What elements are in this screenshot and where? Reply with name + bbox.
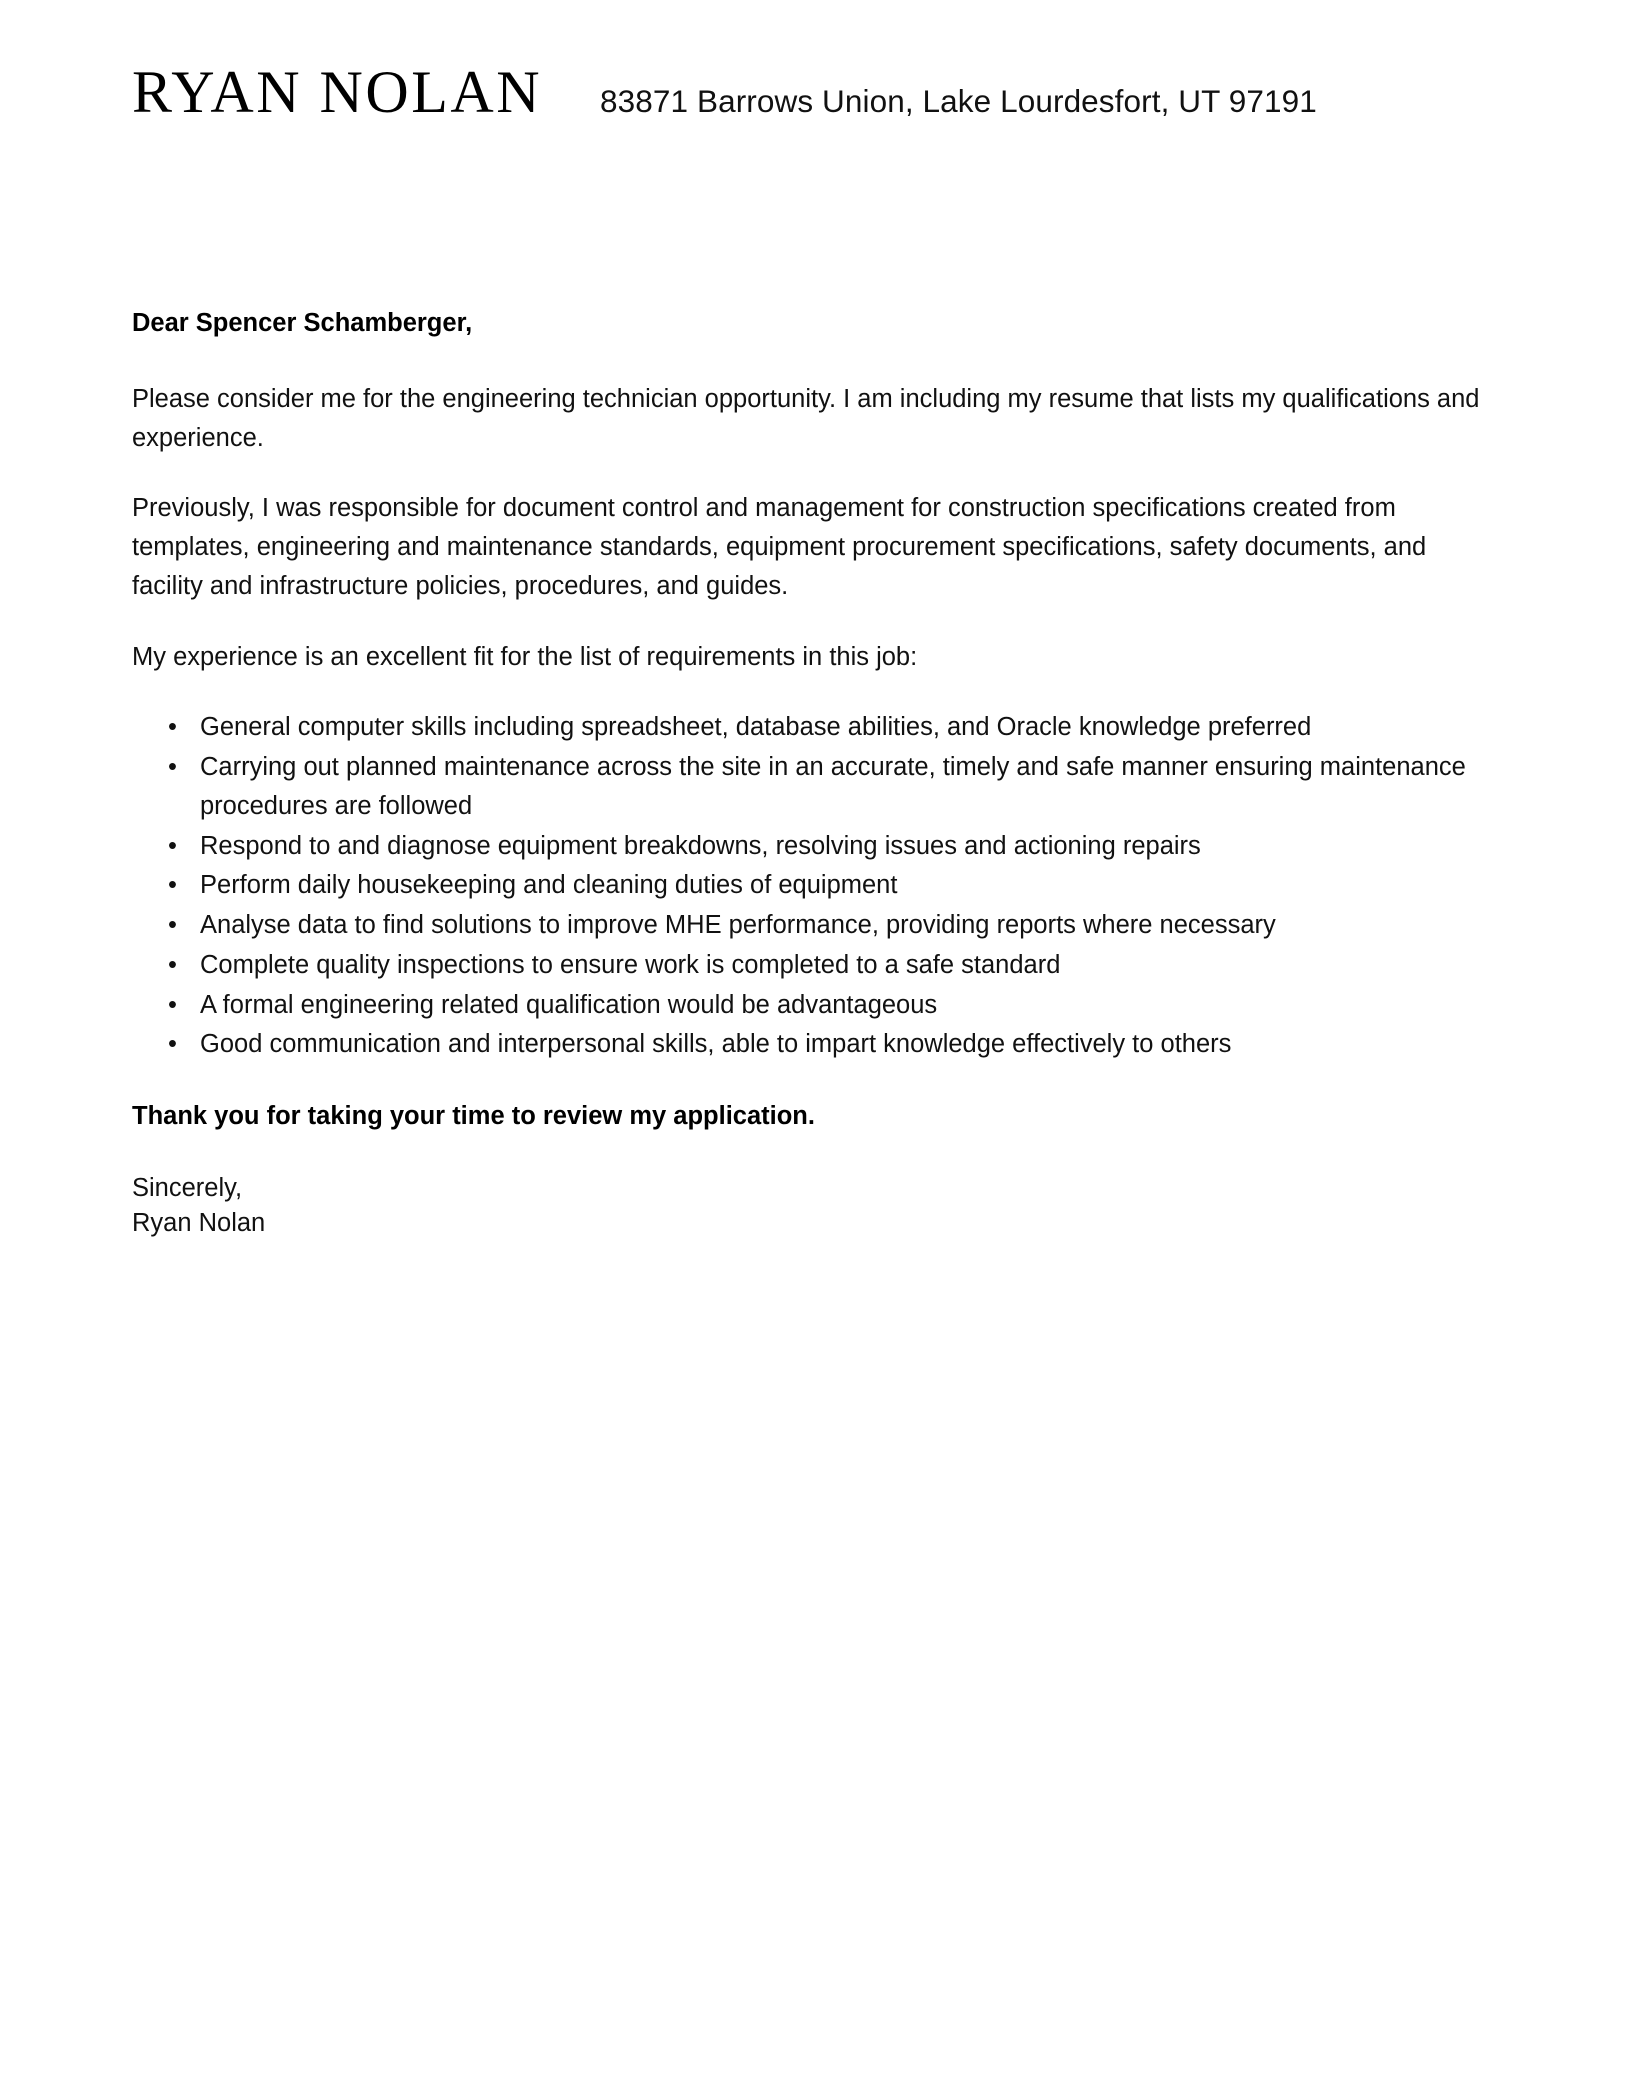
paragraph-requirements-lead: My experience is an excellent fit for the list of requirements in this job: [132,642,918,671]
list-item-label: General computer skills including spreadsheet, database abilities, and Oracle knowledge preferred [200,713,1312,742]
salutation: Dear Spencer Schamberger, [132,309,473,337]
list-item-label: Respond to and diagnose equipment breakdowns, resolving issues and actioning repairs [200,831,1201,860]
signoff-salutation: Sincerely, [132,1174,243,1203]
signoff-block [132,1171,1480,1240]
list-item-label: Perform daily housekeeping and cleaning duties of equipment [200,871,898,900]
bullet-icon: • [168,831,177,860]
list-item [168,946,1480,985]
list-item [168,708,1480,747]
bullet-icon: • [168,753,177,782]
bullet-icon: • [168,713,177,742]
closing-thanks: Thank you for taking your time to review my application. [132,1102,815,1131]
bullet-icon: • [168,1030,177,1059]
list-item [168,866,1480,905]
requirements-list [132,708,1480,1064]
list-item [168,986,1480,1025]
list-item [168,906,1480,945]
paragraph-experience: Previously, I was responsible for document control and management for construction specifications created from templates, engineering and maintenance standards, equipment procurement specifications, safety documents, and facility and infrastructure policies, procedures, and guides. [132,494,1427,600]
list-item [168,1025,1480,1064]
list-item-label: Carrying out planned maintenance across the site in an accurate, timely and safe manner ensuring maintenance procedures are followed [200,753,1466,820]
bullet-icon: • [168,990,177,1019]
bullet-icon: • [168,871,177,900]
list-item-label: Complete quality inspections to ensure work is completed to a safe standard [200,950,1061,979]
bullet-icon: • [168,911,177,940]
list-item-label: Good communication and interpersonal skills, able to impart knowledge effectively to others [200,1030,1232,1059]
sender-address: 83871 Barrows Union, Lake Lourdesfort, UT 97191 [600,83,1317,119]
bullet-icon: • [168,950,177,979]
letter-body [132,305,1480,1241]
letterhead [132,59,1500,125]
sender-name: RYAN NOLAN [132,59,543,125]
paragraph-intro: Please consider me for the engineering technician opportunity. I am including my resume that lists my qualifications and experience. [132,384,1480,452]
signature-name: Ryan Nolan [132,1208,266,1237]
list-item-label: A formal engineering related qualification would be advantageous [200,990,938,1019]
list-item-label: Analyse data to find solutions to improve MHE performance, providing reports where necessary [200,911,1276,940]
list-item [168,827,1480,866]
list-item [168,748,1480,826]
